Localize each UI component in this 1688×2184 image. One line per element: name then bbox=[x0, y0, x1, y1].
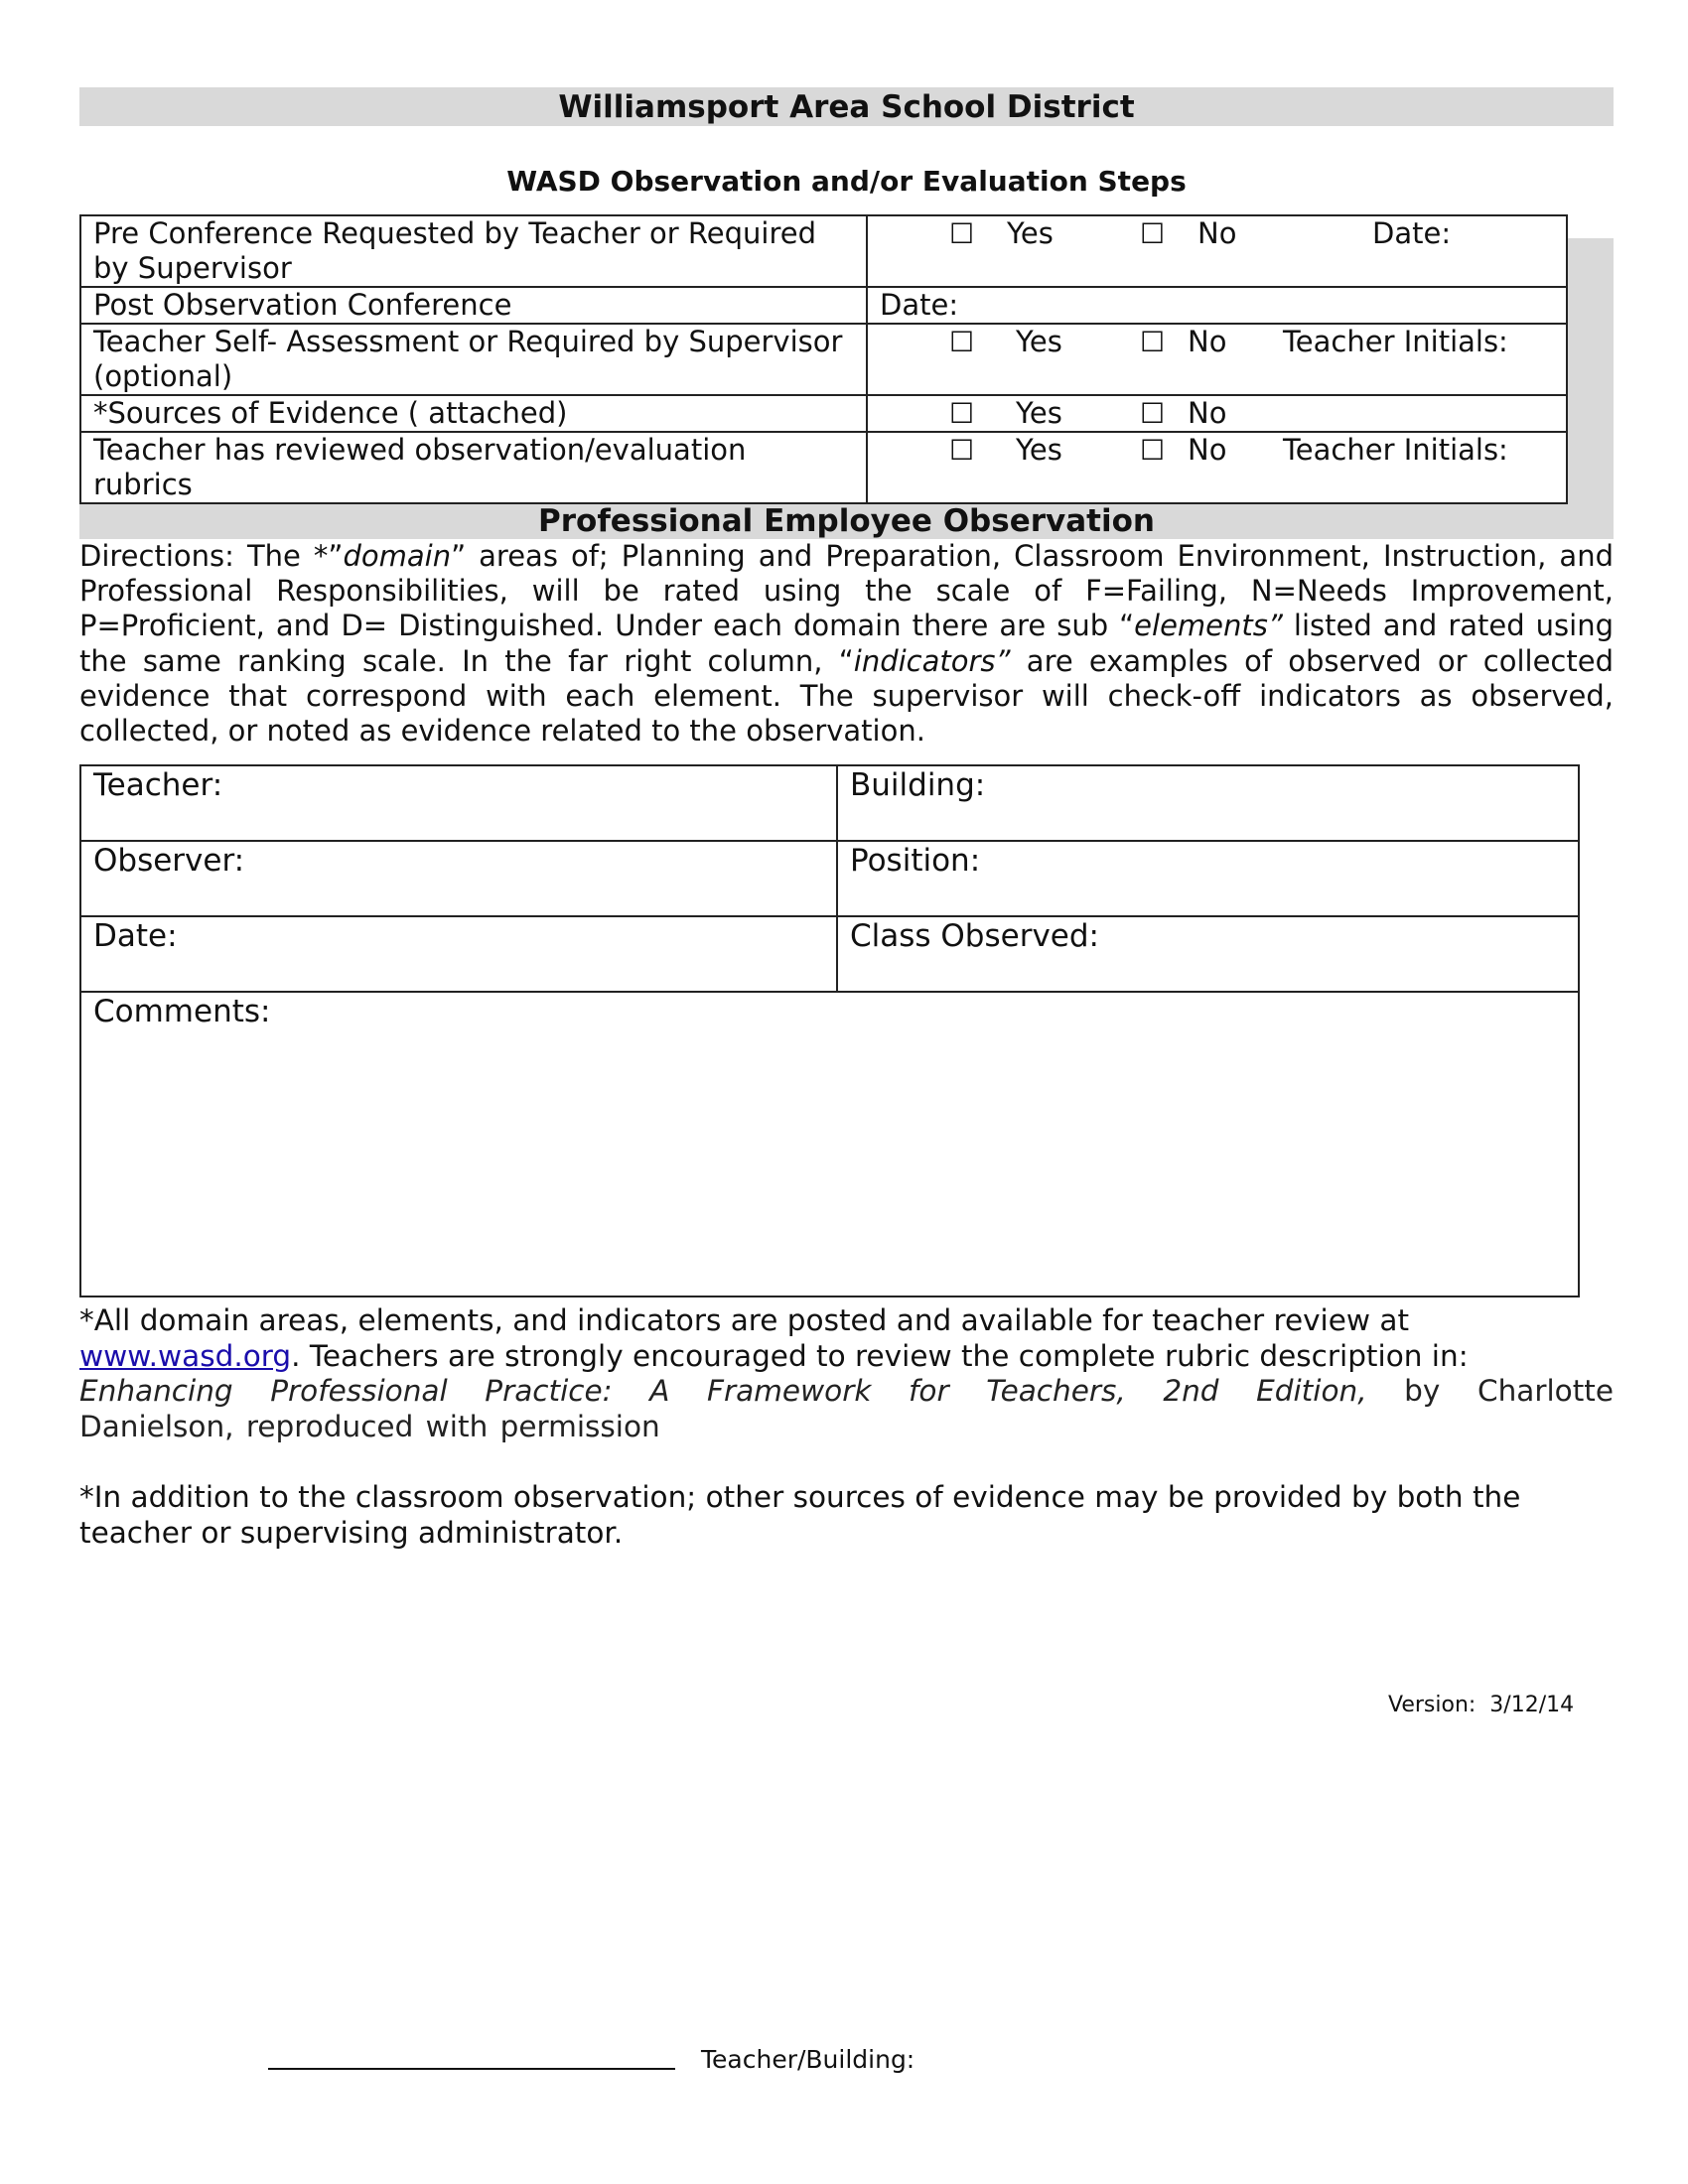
teacher-initials-label: Teacher Initials: bbox=[1283, 325, 1508, 358]
step-options bbox=[867, 215, 1567, 287]
book-author: by Charlotte bbox=[1366, 1374, 1614, 1408]
observation-title: Professional Employee Observation bbox=[538, 503, 1155, 539]
footnote-1-line-1: *All domain areas, elements, and indicators are posted and available for teacher review at bbox=[79, 1303, 1410, 1337]
yes-label: Yes bbox=[1016, 396, 1062, 430]
no-label: No bbox=[1188, 396, 1227, 430]
teacher-field[interactable] bbox=[80, 765, 837, 841]
observer-label: Observer: bbox=[93, 843, 245, 879]
table-row-reviewed-rubrics bbox=[80, 432, 1567, 503]
no-checkbox[interactable]: ☐ bbox=[1140, 326, 1166, 358]
observer-field[interactable] bbox=[80, 841, 837, 916]
building-label: Building: bbox=[850, 767, 986, 803]
indicators-term: indicators” bbox=[853, 643, 1011, 678]
footnote-text: . Teachers are strongly encouraged to review the complete rubric description in: bbox=[291, 1338, 1469, 1373]
signature-label: Teacher/Building: bbox=[701, 2045, 915, 2074]
yes-label: Yes bbox=[1007, 216, 1054, 250]
directions-part: Directions: The *” bbox=[79, 539, 344, 573]
class-observed-label: Class Observed: bbox=[850, 918, 1099, 954]
comments-label: Comments: bbox=[93, 994, 271, 1029]
yes-label: Yes bbox=[1016, 433, 1062, 467]
no-label: No bbox=[1197, 216, 1237, 250]
no-checkbox[interactable]: ☐ bbox=[1140, 217, 1166, 250]
observation-info-table bbox=[79, 764, 1580, 1297]
no-label: No bbox=[1188, 325, 1227, 358]
teacher-label: Teacher: bbox=[93, 767, 223, 803]
step-options bbox=[867, 324, 1567, 395]
position-label: Position: bbox=[850, 843, 981, 879]
date-label: Date: bbox=[93, 918, 178, 954]
domain-term: domain bbox=[343, 539, 452, 573]
district-title: Williamsport Area School District bbox=[79, 87, 1614, 126]
directions-part: are examples of observed or collected evidence that correspond with each element. The supervisor will check-off indicators as observed, collected, or noted as evidence related to the observation. bbox=[79, 643, 1614, 749]
yes-checkbox[interactable]: ☐ bbox=[949, 326, 975, 358]
step-options bbox=[867, 432, 1567, 503]
teacher-initials-label: Teacher Initials: bbox=[1283, 433, 1508, 467]
date-label: Date: bbox=[1372, 216, 1452, 250]
yes-checkbox[interactable]: ☐ bbox=[949, 217, 975, 250]
comments-field[interactable] bbox=[80, 992, 1579, 1297]
steps-table bbox=[79, 214, 1568, 504]
date-field[interactable]: Date: bbox=[867, 287, 1567, 324]
table-row-post-observation bbox=[80, 287, 1567, 324]
footnote-1-line-3 bbox=[79, 1374, 1614, 1410]
table-row bbox=[80, 841, 1579, 916]
no-checkbox[interactable]: ☐ bbox=[1140, 434, 1166, 467]
footnote-1-line-4: Danielson, reproduced with permission bbox=[79, 1409, 660, 1443]
footnotes bbox=[79, 1303, 1614, 1551]
step-label: Teacher Self- Assessment or Required by Supervisor (optional) bbox=[80, 324, 867, 395]
footnote-1-line-2 bbox=[79, 1339, 1614, 1375]
directions-text bbox=[79, 539, 1614, 749]
step-label: Teacher has reviewed observation/evaluation rubrics bbox=[80, 432, 867, 503]
yes-checkbox[interactable]: ☐ bbox=[949, 434, 975, 467]
step-options bbox=[867, 395, 1567, 432]
elements-term: elements” bbox=[1134, 609, 1283, 643]
class-observed-field[interactable] bbox=[837, 916, 1579, 992]
yes-label: Yes bbox=[1016, 325, 1062, 358]
table-row-sources-of-evidence bbox=[80, 395, 1567, 432]
step-label: Post Observation Conference bbox=[80, 287, 867, 324]
no-label: No bbox=[1188, 433, 1227, 467]
version-label: Version: 3/12/14 bbox=[1388, 1693, 1575, 1717]
directions-part: ” areas of; Planning and Preparation, Classroom Environment, Instruction, and Professional Responsibilities, will be rated using the scale of F=Failing, N=Needs Improvement, P=Proficient, and D= Distinguished. Under each domain there are sub “ bbox=[79, 539, 1614, 643]
position-field[interactable] bbox=[837, 841, 1579, 916]
table-row bbox=[80, 916, 1579, 992]
table-row-pre-conference bbox=[80, 215, 1567, 287]
yes-checkbox[interactable]: ☐ bbox=[949, 397, 975, 430]
table-row bbox=[80, 992, 1579, 1297]
signature-line[interactable] bbox=[268, 2068, 675, 2070]
no-checkbox[interactable]: ☐ bbox=[1140, 397, 1166, 430]
book-title: Enhancing Professional Practice: A Framework for Teachers, 2nd Edition, bbox=[79, 1374, 1367, 1408]
step-label: Pre Conference Requested by Teacher or Required by Supervisor bbox=[80, 215, 867, 287]
table-row-self-assessment bbox=[80, 324, 1567, 395]
wasd-website-link[interactable]: www.wasd.org bbox=[79, 1338, 292, 1373]
gray-shading-right bbox=[1567, 238, 1614, 539]
table-row bbox=[80, 765, 1579, 841]
steps-title: WASD Observation and/or Evaluation Steps bbox=[506, 165, 1187, 198]
date-field[interactable] bbox=[80, 916, 837, 992]
footnote-2: *In addition to the classroom observation; other sources of evidence may be provided by both the teacher or supervising administrator. bbox=[79, 1480, 1521, 1550]
building-field[interactable] bbox=[837, 765, 1579, 841]
directions-part: listed and rated using the same ranking scale. In the far right column, “ bbox=[79, 609, 1614, 678]
step-label: *Sources of Evidence ( attached) bbox=[80, 395, 867, 432]
